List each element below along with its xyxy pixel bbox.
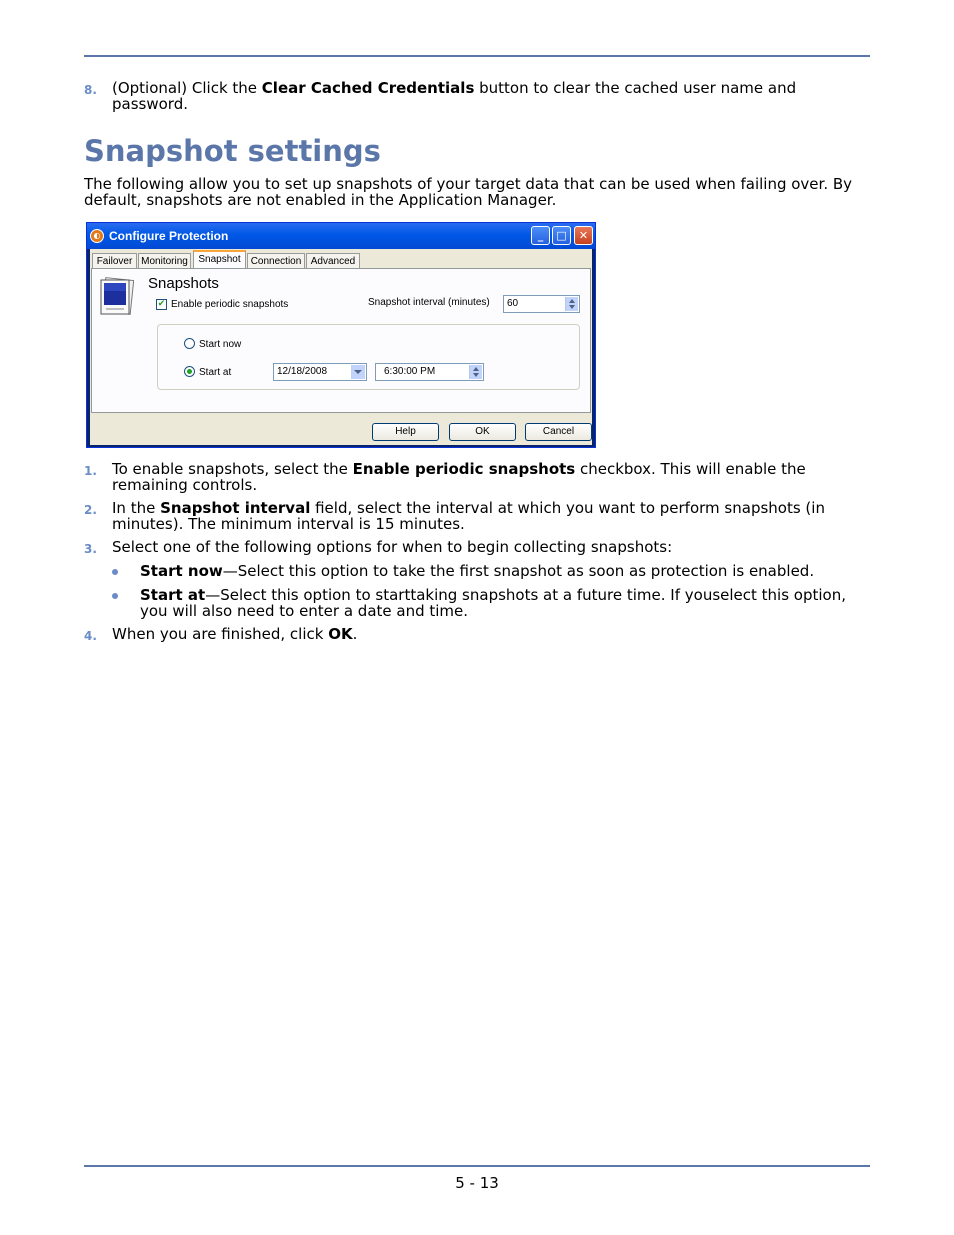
step-text: In the Snapshot interval field, select the interval at which you want to perform snapshots (in minutes). The minimum interval is 15 minutes. (112, 499, 825, 533)
dialog-title: Configure Protection (109, 229, 229, 243)
help-button[interactable]: Help (372, 423, 439, 441)
intro-paragraph: The following allow you to set up snapshots of your target data that can be used when failing over. By default, snapshots are not enabled in the Application Manager. (84, 175, 853, 209)
step-number: 1. (84, 464, 97, 478)
page-title: Snapshot settings (84, 134, 381, 168)
step-text: Select one of the following options for when to begin collecting snapshots: (112, 538, 673, 556)
start-now-radio[interactable] (184, 338, 195, 349)
tab-advanced[interactable]: Advanced (306, 253, 360, 268)
start-at-radio[interactable] (184, 366, 195, 377)
date-value: 12/18/2008 (277, 366, 328, 377)
date-picker[interactable] (273, 363, 367, 381)
step-4 (84, 626, 870, 642)
snapshot-panel (91, 268, 591, 413)
step-3 (84, 539, 870, 555)
interval-field[interactable] (503, 295, 580, 313)
footer-rule (84, 1165, 870, 1167)
step-8 (84, 80, 870, 112)
header-rule (84, 55, 870, 57)
interval-spinner[interactable] (565, 297, 578, 311)
minimize-button[interactable]: _ (531, 226, 550, 245)
snapshot-icon (100, 277, 134, 317)
dialog-body (90, 249, 592, 445)
interval-value: 60 (507, 298, 519, 309)
configure-protection-dialog (86, 222, 596, 448)
step-text: When you are finished, click OK. (112, 625, 358, 643)
step-number: 4. (84, 629, 97, 643)
step-text: To enable snapshots, select the Enable periodic snapshots checkbox. This will enable the remaining controls. (112, 460, 806, 494)
step-number: 3. (84, 542, 97, 556)
cancel-button[interactable]: Cancel (525, 423, 592, 441)
step-number: 8. (84, 83, 97, 97)
page-number: 5 - 13 (455, 1174, 499, 1192)
bullet-dot (112, 593, 118, 599)
bullet-dot (112, 569, 118, 575)
start-options-group (157, 324, 580, 390)
tab-monitoring[interactable]: Monitoring (138, 253, 191, 268)
ok-button[interactable]: OK (449, 423, 516, 441)
section-title: Snapshots (148, 275, 219, 292)
step-2 (84, 500, 870, 532)
interval-label: Snapshot interval (minutes) (368, 297, 490, 308)
bullet-text: Start now—Select this option to take the first snapshot as soon as protection is enabled. (140, 562, 815, 580)
step-1 (84, 461, 870, 493)
start-at-label: Start at (199, 367, 232, 378)
time-field[interactable] (375, 363, 484, 381)
close-button[interactable]: ✕ (574, 226, 593, 245)
bullet-text: Start at—Select this option to starttaking snapshots at a future time. If youselect this option, you will also need to enter a date and time. (140, 586, 846, 620)
dialog-titlebar[interactable] (87, 223, 595, 249)
time-value: 6:30:00 PM (384, 366, 436, 377)
chevron-down-icon[interactable] (351, 365, 365, 379)
app-icon: ◐ (90, 229, 104, 243)
step-number: 2. (84, 503, 97, 517)
tab-connection[interactable]: Connection (247, 253, 305, 268)
bullet-start-at (112, 587, 870, 619)
tab-snapshot[interactable]: Snapshot (193, 250, 246, 269)
tab-failover[interactable]: Failover (92, 253, 137, 268)
maximize-button[interactable]: □ (552, 226, 571, 245)
bullet-start-now (112, 563, 870, 579)
time-spinner[interactable] (469, 365, 482, 379)
enable-snapshots-checkbox[interactable]: ✔ (157, 299, 166, 309)
start-now-label: Start now (199, 339, 242, 350)
enable-snapshots-label: Enable periodic snapshots (171, 299, 289, 310)
step-text: (Optional) Click the Clear Cached Credentials button to clear the cached user name and password. (112, 79, 797, 113)
